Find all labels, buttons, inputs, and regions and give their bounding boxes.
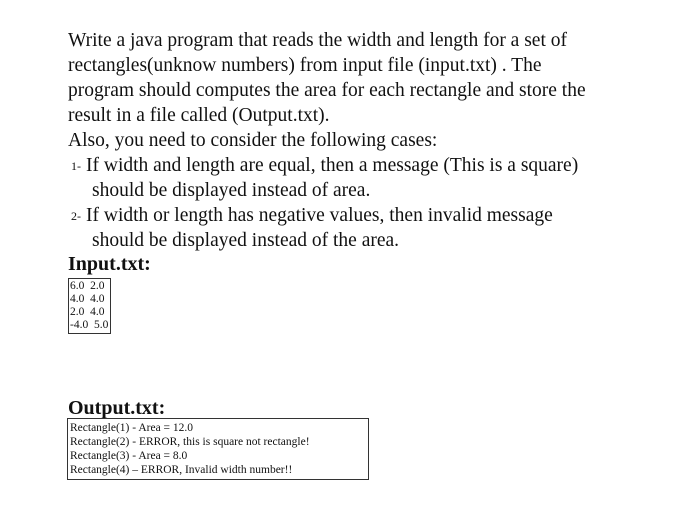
- case-item-1: [68, 153, 668, 203]
- case-text-line1: If width and length are equal, then a message (This is a square): [86, 155, 579, 176]
- input-row: 2.0 4.0: [70, 306, 105, 318]
- intro-line: rectangles(unknow numbers) from input file (input.txt) . The: [68, 55, 542, 76]
- output-row: Rectangle(3) - Area = 8.0: [70, 450, 188, 462]
- input-row: 6.0 2.0: [70, 280, 105, 292]
- problem-statement: [68, 28, 668, 334]
- intro-line: program should computes the area for each rectangle and store the: [68, 80, 586, 101]
- output-row: Rectangle(2) - ERROR, this is square not rectangle!: [70, 436, 310, 448]
- input-row: -4.0 5.0: [70, 319, 109, 331]
- output-row: Rectangle(4) – ERROR, Invalid width number!!: [70, 464, 293, 476]
- case-text-line2: should be displayed instead of the area.: [92, 230, 400, 251]
- case-item-2: [68, 203, 668, 253]
- case-number: 1-: [71, 159, 81, 173]
- output-row: Rectangle(1) - Area = 12.0: [70, 422, 194, 434]
- input-heading: Input.txt:: [68, 253, 151, 275]
- case-number: 2-: [71, 209, 81, 223]
- output-file-box: [67, 418, 369, 480]
- intro-line: Also, you need to consider the following cases:: [68, 130, 438, 151]
- case-text-line1: If width or length has negative values, then invalid message: [86, 205, 553, 226]
- intro-line: result in a file called (Output.txt).: [68, 105, 330, 126]
- output-heading: Output.txt:: [68, 397, 166, 419]
- intro-line: Write a java program that reads the width and length for a set of: [68, 30, 567, 51]
- case-text-line2: should be displayed instead of area.: [92, 180, 371, 201]
- input-row: 4.0 4.0: [70, 293, 105, 305]
- input-file-box: [68, 278, 111, 334]
